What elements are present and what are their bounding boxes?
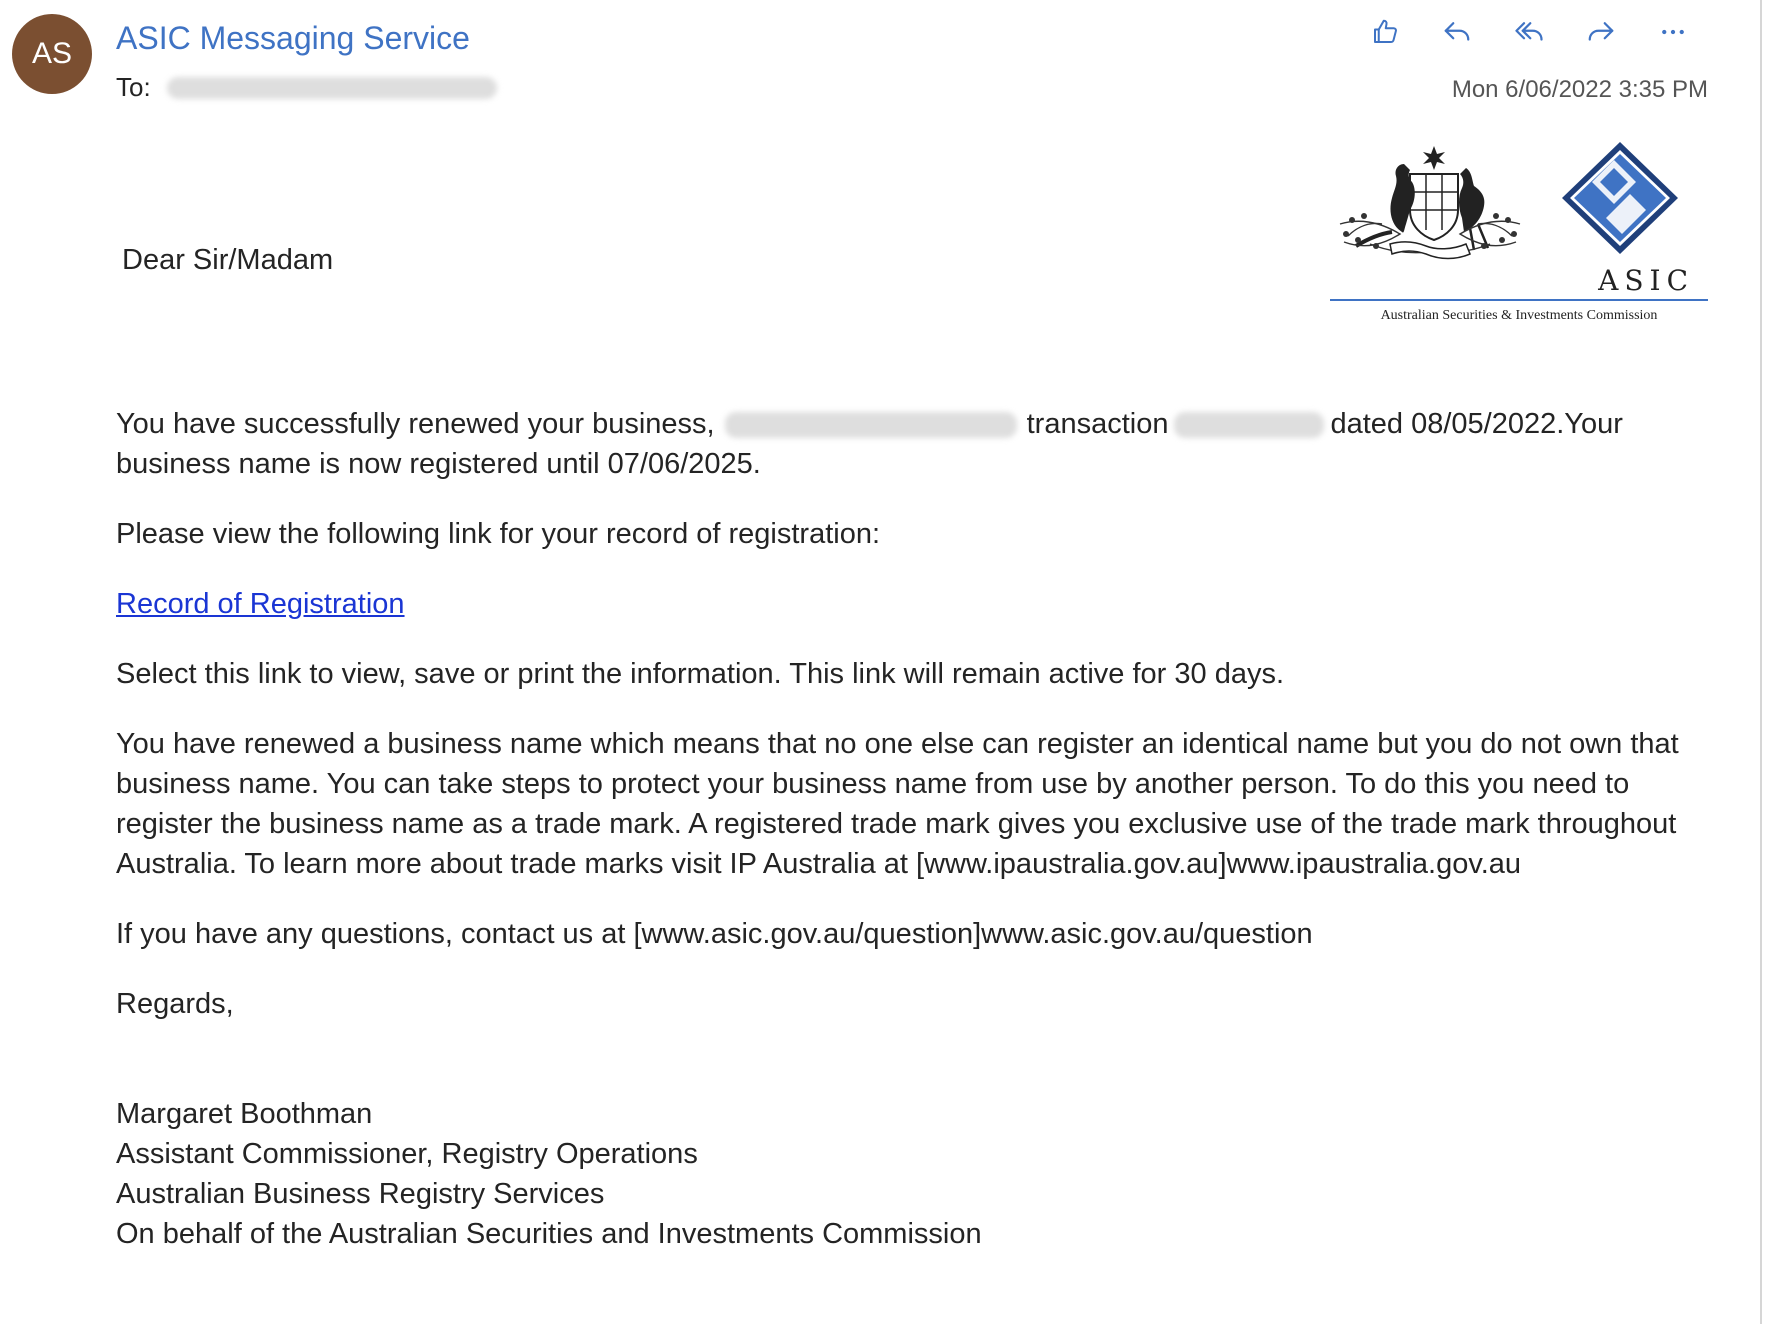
- record-of-registration-link[interactable]: Record of Registration: [116, 588, 405, 620]
- link-intro-paragraph: Please view the following link for your record of registration:: [116, 518, 881, 550]
- signature-org: Australian Business Registry Services: [116, 1178, 605, 1210]
- coat-of-arms-icon: [1330, 140, 1708, 370]
- recipient-line: [116, 72, 497, 103]
- greeting: Dear Sir/Madam: [122, 244, 334, 276]
- redacted-transaction-id: [1174, 412, 1324, 438]
- like-icon: [1370, 17, 1400, 47]
- to-label: To:: [116, 72, 151, 102]
- asic-full-name: Australian Securities & Investments Commission: [1380, 308, 1658, 323]
- closing: Regards,: [116, 988, 234, 1020]
- asic-logo: [1330, 140, 1708, 370]
- avatar-initials: AS: [31, 37, 73, 70]
- email-body: [116, 404, 1716, 1254]
- avatar[interactable]: [12, 14, 92, 94]
- asic-wordmark: ASIC: [1598, 264, 1694, 297]
- reply-all-button[interactable]: [1502, 14, 1556, 50]
- redacted-business-name: [725, 412, 1017, 438]
- like-button[interactable]: [1358, 14, 1412, 50]
- more-options-button[interactable]: [1646, 14, 1700, 50]
- sender-name[interactable]: ASIC Messaging Service: [116, 20, 470, 56]
- forward-button[interactable]: [1574, 14, 1628, 50]
- message-actions: [1358, 14, 1700, 50]
- redacted-recipient-email: [167, 77, 497, 99]
- signature-title: Assistant Commissioner, Registry Operations: [116, 1138, 698, 1170]
- message-timestamp: Mon 6/06/2022 3:35 PM: [1451, 76, 1708, 103]
- signature-block: [116, 1094, 1716, 1254]
- renewal-paragraph: You have successfully renewed your business, transaction dated 08/05/2022.Your business name is now registered until 07/06/2025.: [116, 408, 1623, 480]
- reply-button[interactable]: [1430, 14, 1484, 50]
- more-options-icon: [1658, 17, 1688, 47]
- signature-name: Margaret Boothman: [116, 1098, 373, 1130]
- forward-icon: [1586, 17, 1616, 47]
- contact-paragraph: If you have any questions, contact us at [www.asic.gov.au/question]www.asic.gov.au/question: [116, 918, 1313, 950]
- reply-all-icon: [1514, 17, 1544, 47]
- reply-icon: [1442, 17, 1472, 47]
- trade-mark-paragraph: You have renewed a business name which means that no one else can register an identical name but you do not own that business name. You can take steps to protect your business name from use by another person. To do this you need to register the business name as a trade mark. A registered trade mark gives you exclusive use of the trade mark throughout Australia. To learn more about trade marks visit IP Australia at [www.ipaustralia.gov.au]www.ipaustralia.gov.au: [116, 728, 1679, 880]
- signature-behalf: On behalf of the Australian Securities and Investments Commission: [116, 1218, 982, 1250]
- link-validity-paragraph: Select this link to view, save or print the information. This link will remain active for 30 days.: [116, 658, 1285, 690]
